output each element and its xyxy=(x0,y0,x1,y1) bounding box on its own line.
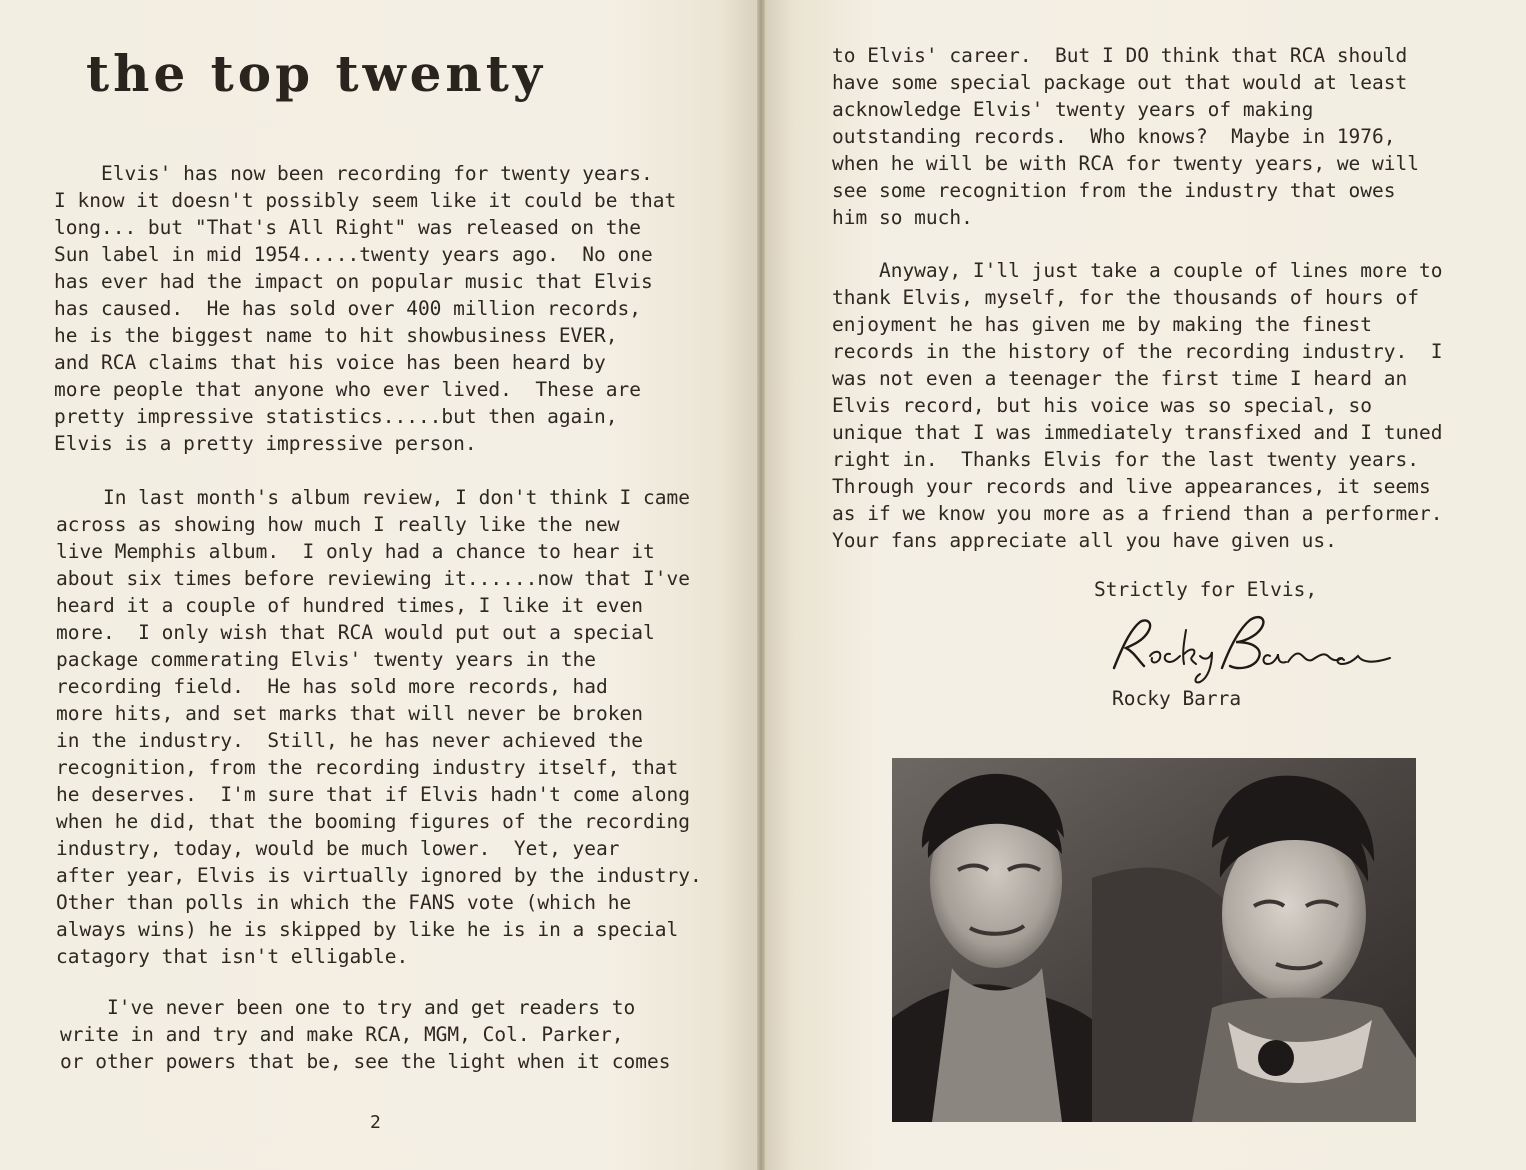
text-line: recording field. He has sold more records, had xyxy=(56,675,608,698)
text-line: Elvis' has now been recording for twenty years. xyxy=(54,162,653,185)
text-line: Through your records and live appearances, it seems xyxy=(832,475,1431,498)
signer-name: Rocky Barra xyxy=(1112,687,1242,710)
text-line: as if we know you more as a friend than a performer. xyxy=(832,502,1443,525)
text-line: outstanding records. Who knows? Maybe in 1976, xyxy=(832,125,1396,148)
photo-elvis-and-mother xyxy=(892,758,1416,1122)
book-gutter xyxy=(757,0,765,1170)
text-line: and RCA claims that his voice has been heard by xyxy=(54,351,606,374)
text-line: Your fans appreciate all you have given us. xyxy=(832,529,1337,552)
text-line: I know it doesn't possibly seem like it could be that xyxy=(54,189,677,212)
text-line: long... but "That's All Right" was released on the xyxy=(54,216,641,239)
text-line: he deserves. I'm sure that if Elvis hadn't come along xyxy=(56,783,690,806)
text-line: have some special package out that would at least xyxy=(832,71,1408,94)
text-line: heard it a couple of hundred times, I like it even xyxy=(56,594,643,617)
text-line: Other than polls in which the FANS vote (which he xyxy=(56,891,632,914)
text-line: write in and try and make RCA, MGM, Col. Parker, xyxy=(60,1023,624,1046)
text-line: when he did, that the booming figures of the recording xyxy=(56,810,690,833)
text-line: pretty impressive statistics.....but then again, xyxy=(54,405,618,428)
text-line: recognition, from the recording industry itself, that xyxy=(56,756,679,779)
text-line: to Elvis' career. But I DO think that RCA should xyxy=(832,44,1408,67)
text-line: I've never been one to try and get readers to xyxy=(60,996,636,1019)
text-line: live Memphis album. I only had a chance to hear it xyxy=(56,540,655,563)
text-line: always wins) he is skipped by like he is in a special xyxy=(56,918,679,941)
text-line: was not even a teenager the first time I heard an xyxy=(832,367,1408,390)
text-line: has caused. He has sold over 400 million records, xyxy=(54,297,641,320)
right-paragraph-2 xyxy=(832,257,1442,554)
text-line: Anyway, I'll just take a couple of lines more to xyxy=(832,259,1443,282)
text-line: unique that I was immediately transfixed and I tuned xyxy=(832,421,1443,444)
text-line: in the industry. Still, he has never achieved the xyxy=(56,729,643,752)
text-line: enjoyment he has given me by making the finest xyxy=(832,313,1373,336)
text-line: see some recognition from the industry that owes xyxy=(832,179,1396,202)
text-line: In last month's album review, I don't think I came xyxy=(56,486,690,509)
text-line: right in. Thanks Elvis for the last twenty years. xyxy=(832,448,1419,471)
page-number: 2 xyxy=(370,1112,381,1133)
closing-line: Strictly for Elvis, xyxy=(1094,578,1318,601)
text-line: acknowledge Elvis' twenty years of making xyxy=(832,98,1314,121)
right-paragraph-1 xyxy=(832,42,1419,231)
handwritten-signature xyxy=(1100,608,1400,688)
text-line: about six times before reviewing it......now that I've xyxy=(56,567,690,590)
text-line: records in the history of the recording industry. I xyxy=(832,340,1443,363)
text-line: more people that anyone who ever lived. These are xyxy=(54,378,641,401)
text-line: he is the biggest name to hit showbusiness EVER, xyxy=(54,324,618,347)
text-line: industry, today, would be much lower. Yet, year xyxy=(56,837,620,860)
text-line: across as showing how much I really like the new xyxy=(56,513,620,536)
left-paragraph-1 xyxy=(54,160,676,457)
text-line: after year, Elvis is virtually ignored by the industry. xyxy=(56,864,702,887)
text-line: more. I only wish that RCA would put out a special xyxy=(56,621,655,644)
text-line: Elvis record, but his voice was so special, so xyxy=(832,394,1373,417)
text-line: package commerating Elvis' twenty years in the xyxy=(56,648,597,671)
text-line: or other powers that be, see the light when it comes xyxy=(60,1050,671,1073)
text-line: has ever had the impact on popular music that Elvis xyxy=(54,270,653,293)
text-line: when he will be with RCA for twenty years, we will xyxy=(832,152,1419,175)
article-heading: the top twenty xyxy=(86,44,546,103)
left-paragraph-3 xyxy=(60,994,670,1075)
text-line: more hits, and set marks that will never be broken xyxy=(56,702,643,725)
text-line: Elvis is a pretty impressive person. xyxy=(54,432,477,455)
left-paragraph-2 xyxy=(56,484,702,970)
text-line: him so much. xyxy=(832,206,973,229)
text-line: Sun label in mid 1954.....twenty years ago. No one xyxy=(54,243,653,266)
text-line: catagory that isn't elligable. xyxy=(56,945,409,968)
text-line: thank Elvis, myself, for the thousands of hours of xyxy=(832,286,1419,309)
